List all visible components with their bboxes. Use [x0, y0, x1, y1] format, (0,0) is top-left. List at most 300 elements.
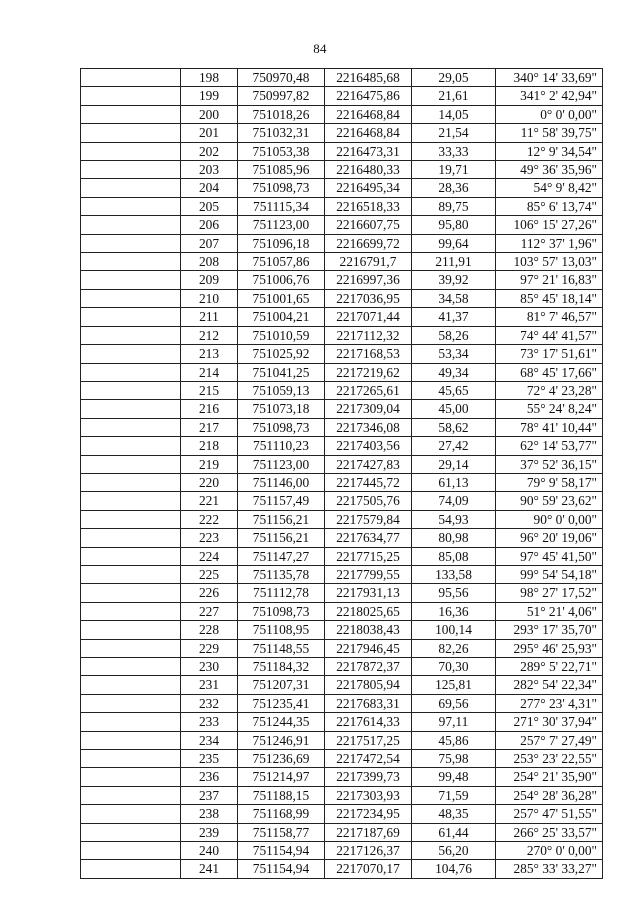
point-number-cell: 241 [181, 860, 238, 878]
blank-cell [81, 473, 181, 491]
direction-angle-cell: 85° 45' 18,14" [496, 289, 603, 307]
length-cell: 28,36 [412, 179, 496, 197]
length-cell: 45,65 [412, 381, 496, 399]
blank-cell [81, 492, 181, 510]
point-number-cell: 237 [181, 786, 238, 804]
direction-angle-cell: 98° 27' 17,52" [496, 584, 603, 602]
point-number-cell: 235 [181, 750, 238, 768]
y-coordinate-cell: 2217517,25 [325, 731, 412, 749]
table-row [81, 492, 603, 510]
point-number-cell: 232 [181, 694, 238, 712]
direction-angle-cell: 293° 17' 35,70" [496, 621, 603, 639]
y-coordinate-cell: 2216480,33 [325, 161, 412, 179]
x-coordinate-cell: 751154,94 [238, 842, 325, 860]
table-row [81, 547, 603, 565]
point-number-cell: 200 [181, 105, 238, 123]
direction-angle-cell: 277° 23' 4,31" [496, 694, 603, 712]
direction-angle-cell: 282° 54' 22,34" [496, 676, 603, 694]
point-number-cell: 220 [181, 473, 238, 491]
x-coordinate-cell: 751010,59 [238, 326, 325, 344]
point-number-cell: 216 [181, 400, 238, 418]
x-coordinate-cell: 751147,27 [238, 547, 325, 565]
x-coordinate-cell: 751123,00 [238, 455, 325, 473]
direction-angle-cell: 112° 37' 1,96" [496, 234, 603, 252]
direction-angle-cell: 266° 25' 33,57" [496, 823, 603, 841]
y-coordinate-cell: 2217634,77 [325, 529, 412, 547]
y-coordinate-cell: 2217168,53 [325, 345, 412, 363]
x-coordinate-cell: 751057,86 [238, 253, 325, 271]
point-number-cell: 202 [181, 142, 238, 160]
length-cell: 29,05 [412, 69, 496, 87]
length-cell: 58,26 [412, 326, 496, 344]
x-coordinate-cell: 751168,99 [238, 805, 325, 823]
x-coordinate-cell: 751148,55 [238, 639, 325, 657]
length-cell: 61,13 [412, 473, 496, 491]
direction-angle-cell: 253° 23' 22,55" [496, 750, 603, 768]
length-cell: 74,09 [412, 492, 496, 510]
point-number-cell: 218 [181, 437, 238, 455]
length-cell: 19,71 [412, 161, 496, 179]
length-cell: 41,37 [412, 308, 496, 326]
table-row [81, 142, 603, 160]
length-cell: 70,30 [412, 658, 496, 676]
direction-angle-cell: 73° 17' 51,61" [496, 345, 603, 363]
y-coordinate-cell: 2217683,31 [325, 694, 412, 712]
direction-angle-cell: 254° 28' 36,28" [496, 786, 603, 804]
y-coordinate-cell: 2217303,93 [325, 786, 412, 804]
y-coordinate-cell: 2217505,76 [325, 492, 412, 510]
y-coordinate-cell: 2217219,62 [325, 363, 412, 381]
y-coordinate-cell: 2216473,31 [325, 142, 412, 160]
length-cell: 69,56 [412, 694, 496, 712]
x-coordinate-cell: 750997,82 [238, 87, 325, 105]
x-coordinate-cell: 751207,31 [238, 676, 325, 694]
x-coordinate-cell: 751188,15 [238, 786, 325, 804]
blank-cell [81, 639, 181, 657]
length-cell: 56,20 [412, 842, 496, 860]
blank-cell [81, 786, 181, 804]
direction-angle-cell: 289° 5' 22,71" [496, 658, 603, 676]
x-coordinate-cell: 751244,35 [238, 713, 325, 731]
blank-cell [81, 823, 181, 841]
y-coordinate-cell: 2216518,33 [325, 197, 412, 215]
y-coordinate-cell: 2216468,84 [325, 124, 412, 142]
x-coordinate-cell: 751001,65 [238, 289, 325, 307]
y-coordinate-cell: 2216495,34 [325, 179, 412, 197]
table-row [81, 565, 603, 583]
y-coordinate-cell: 2217234,95 [325, 805, 412, 823]
direction-angle-cell: 85° 6' 13,74" [496, 197, 603, 215]
direction-angle-cell: 49° 36' 35,96" [496, 161, 603, 179]
point-number-cell: 215 [181, 381, 238, 399]
point-number-cell: 214 [181, 363, 238, 381]
length-cell: 133,58 [412, 565, 496, 583]
point-number-cell: 211 [181, 308, 238, 326]
blank-cell [81, 197, 181, 215]
y-coordinate-cell: 2217070,17 [325, 860, 412, 878]
blank-cell [81, 658, 181, 676]
blank-cell [81, 105, 181, 123]
y-coordinate-cell: 2216699,72 [325, 234, 412, 252]
x-coordinate-cell: 751157,49 [238, 492, 325, 510]
y-coordinate-cell: 2217187,69 [325, 823, 412, 841]
y-coordinate-cell: 2218038,43 [325, 621, 412, 639]
table-row [81, 455, 603, 473]
blank-cell [81, 381, 181, 399]
direction-angle-cell: 68° 45' 17,66" [496, 363, 603, 381]
x-coordinate-cell: 751004,21 [238, 308, 325, 326]
y-coordinate-cell: 2217036,95 [325, 289, 412, 307]
direction-angle-cell: 37° 52' 36,15" [496, 455, 603, 473]
y-coordinate-cell: 2216475,86 [325, 87, 412, 105]
y-coordinate-cell: 2216607,75 [325, 216, 412, 234]
point-number-cell: 212 [181, 326, 238, 344]
blank-cell [81, 805, 181, 823]
length-cell: 58,62 [412, 418, 496, 436]
point-number-cell: 198 [181, 69, 238, 87]
blank-cell [81, 124, 181, 142]
direction-angle-cell: 341° 2' 42,94" [496, 87, 603, 105]
table-row [81, 473, 603, 491]
point-number-cell: 240 [181, 842, 238, 860]
x-coordinate-cell: 751146,00 [238, 473, 325, 491]
y-coordinate-cell: 2217126,37 [325, 842, 412, 860]
blank-cell [81, 234, 181, 252]
table-row [81, 860, 603, 878]
y-coordinate-cell: 2216468,84 [325, 105, 412, 123]
point-number-cell: 204 [181, 179, 238, 197]
direction-angle-cell: 295° 46' 25,93" [496, 639, 603, 657]
y-coordinate-cell: 2217931,13 [325, 584, 412, 602]
blank-cell [81, 326, 181, 344]
blank-cell [81, 363, 181, 381]
direction-angle-cell: 78° 41' 10,44" [496, 418, 603, 436]
direction-angle-cell: 54° 9' 8,42" [496, 179, 603, 197]
length-cell: 16,36 [412, 602, 496, 620]
point-number-cell: 221 [181, 492, 238, 510]
x-coordinate-cell: 751214,97 [238, 768, 325, 786]
point-number-cell: 199 [181, 87, 238, 105]
direction-angle-cell: 97° 45' 41,50" [496, 547, 603, 565]
point-number-cell: 217 [181, 418, 238, 436]
table-row [81, 750, 603, 768]
table-row [81, 308, 603, 326]
point-number-cell: 226 [181, 584, 238, 602]
point-number-cell: 236 [181, 768, 238, 786]
length-cell: 95,56 [412, 584, 496, 602]
y-coordinate-cell: 2217946,45 [325, 639, 412, 657]
blank-cell [81, 179, 181, 197]
point-number-cell: 210 [181, 289, 238, 307]
direction-angle-cell: 271° 30' 37,94" [496, 713, 603, 731]
blank-cell [81, 510, 181, 528]
blank-cell [81, 713, 181, 731]
direction-angle-cell: 99° 54' 54,18" [496, 565, 603, 583]
direction-angle-cell: 270° 0' 0,00" [496, 842, 603, 860]
blank-cell [81, 768, 181, 786]
point-number-cell: 233 [181, 713, 238, 731]
x-coordinate-cell: 751098,73 [238, 179, 325, 197]
table-row [81, 381, 603, 399]
length-cell: 104,76 [412, 860, 496, 878]
direction-angle-cell: 11° 58' 39,75" [496, 124, 603, 142]
x-coordinate-cell: 751235,41 [238, 694, 325, 712]
y-coordinate-cell: 2217399,73 [325, 768, 412, 786]
x-coordinate-cell: 751098,73 [238, 418, 325, 436]
length-cell: 85,08 [412, 547, 496, 565]
x-coordinate-cell: 751135,78 [238, 565, 325, 583]
blank-cell [81, 142, 181, 160]
x-coordinate-cell: 751236,69 [238, 750, 325, 768]
table-row [81, 786, 603, 804]
table-row [81, 418, 603, 436]
y-coordinate-cell: 2216791,7 [325, 253, 412, 271]
length-cell: 49,34 [412, 363, 496, 381]
table-row [81, 584, 603, 602]
point-number-cell: 205 [181, 197, 238, 215]
blank-cell [81, 455, 181, 473]
y-coordinate-cell: 2217403,56 [325, 437, 412, 455]
table-row [81, 768, 603, 786]
x-coordinate-cell: 751018,26 [238, 105, 325, 123]
y-coordinate-cell: 2217715,25 [325, 547, 412, 565]
table-row [81, 289, 603, 307]
table-row [81, 529, 603, 547]
direction-angle-cell: 285° 33' 33,27" [496, 860, 603, 878]
direction-angle-cell: 55° 24' 8,24" [496, 400, 603, 418]
length-cell: 48,35 [412, 805, 496, 823]
blank-cell [81, 253, 181, 271]
x-coordinate-cell: 751156,21 [238, 510, 325, 528]
x-coordinate-cell: 751246,91 [238, 731, 325, 749]
table-row [81, 161, 603, 179]
page-number: 84 [313, 41, 327, 56]
blank-cell [81, 676, 181, 694]
length-cell: 34,58 [412, 289, 496, 307]
blank-cell [81, 731, 181, 749]
blank-cell [81, 418, 181, 436]
table-row [81, 105, 603, 123]
direction-angle-cell: 90° 0' 0,00" [496, 510, 603, 528]
table-row [81, 713, 603, 731]
y-coordinate-cell: 2217805,94 [325, 676, 412, 694]
length-cell: 21,61 [412, 87, 496, 105]
blank-cell [81, 584, 181, 602]
blank-cell [81, 289, 181, 307]
blank-cell [81, 750, 181, 768]
blank-cell [81, 602, 181, 620]
blank-cell [81, 87, 181, 105]
table-row [81, 639, 603, 657]
length-cell: 54,93 [412, 510, 496, 528]
blank-cell [81, 842, 181, 860]
direction-angle-cell: 103° 57' 13,03" [496, 253, 603, 271]
direction-angle-cell: 90° 59' 23,62" [496, 492, 603, 510]
length-cell: 45,86 [412, 731, 496, 749]
table-row [81, 87, 603, 105]
table-row [81, 124, 603, 142]
x-coordinate-cell: 751123,00 [238, 216, 325, 234]
direction-angle-cell: 79° 9' 58,17" [496, 473, 603, 491]
table-row [81, 602, 603, 620]
length-cell: 75,98 [412, 750, 496, 768]
point-number-cell: 239 [181, 823, 238, 841]
direction-angle-cell: 74° 44' 41,57" [496, 326, 603, 344]
blank-cell [81, 547, 181, 565]
point-number-cell: 219 [181, 455, 238, 473]
length-cell: 27,42 [412, 437, 496, 455]
y-coordinate-cell: 2217112,32 [325, 326, 412, 344]
point-number-cell: 209 [181, 271, 238, 289]
point-number-cell: 222 [181, 510, 238, 528]
table-row [81, 345, 603, 363]
table-row [81, 271, 603, 289]
blank-cell [81, 308, 181, 326]
table-row [81, 694, 603, 712]
direction-angle-cell: 97° 21' 16,83" [496, 271, 603, 289]
direction-angle-cell: 12° 9' 34,54" [496, 142, 603, 160]
blank-cell [81, 271, 181, 289]
point-number-cell: 201 [181, 124, 238, 142]
table-row [81, 197, 603, 215]
y-coordinate-cell: 2217614,33 [325, 713, 412, 731]
point-number-cell: 231 [181, 676, 238, 694]
length-cell: 99,48 [412, 768, 496, 786]
point-number-cell: 238 [181, 805, 238, 823]
x-coordinate-cell: 751112,78 [238, 584, 325, 602]
direction-angle-cell: 340° 14' 33,69" [496, 69, 603, 87]
y-coordinate-cell: 2217309,04 [325, 400, 412, 418]
blank-cell [81, 565, 181, 583]
x-coordinate-cell: 751059,13 [238, 381, 325, 399]
blank-cell [81, 400, 181, 418]
blank-cell [81, 216, 181, 234]
blank-cell [81, 529, 181, 547]
x-coordinate-cell: 751096,18 [238, 234, 325, 252]
y-coordinate-cell: 2216485,68 [325, 69, 412, 87]
blank-cell [81, 437, 181, 455]
point-number-cell: 213 [181, 345, 238, 363]
table-row [81, 510, 603, 528]
length-cell: 61,44 [412, 823, 496, 841]
x-coordinate-cell: 751115,34 [238, 197, 325, 215]
length-cell: 45,00 [412, 400, 496, 418]
x-coordinate-cell: 751073,18 [238, 400, 325, 418]
table-row [81, 621, 603, 639]
y-coordinate-cell: 2217472,54 [325, 750, 412, 768]
direction-angle-cell: 106° 15' 27,26" [496, 216, 603, 234]
table-row [81, 676, 603, 694]
direction-angle-cell: 51° 21' 4,06" [496, 602, 603, 620]
direction-angle-cell: 0° 0' 0,00" [496, 105, 603, 123]
x-coordinate-cell: 751041,25 [238, 363, 325, 381]
x-coordinate-cell: 751154,94 [238, 860, 325, 878]
x-coordinate-cell: 751184,32 [238, 658, 325, 676]
length-cell: 29,14 [412, 455, 496, 473]
table-row [81, 363, 603, 381]
y-coordinate-cell: 2217427,83 [325, 455, 412, 473]
blank-cell [81, 69, 181, 87]
point-number-cell: 234 [181, 731, 238, 749]
length-cell: 14,05 [412, 105, 496, 123]
x-coordinate-cell: 751110,23 [238, 437, 325, 455]
length-cell: 21,54 [412, 124, 496, 142]
length-cell: 211,91 [412, 253, 496, 271]
length-cell: 97,11 [412, 713, 496, 731]
point-number-cell: 224 [181, 547, 238, 565]
y-coordinate-cell: 2216997,36 [325, 271, 412, 289]
length-cell: 39,92 [412, 271, 496, 289]
length-cell: 71,59 [412, 786, 496, 804]
blank-cell [81, 345, 181, 363]
table-row [81, 805, 603, 823]
y-coordinate-cell: 2217799,55 [325, 565, 412, 583]
length-cell: 125,81 [412, 676, 496, 694]
table-row [81, 400, 603, 418]
x-coordinate-cell: 751053,38 [238, 142, 325, 160]
x-coordinate-cell: 751158,77 [238, 823, 325, 841]
x-coordinate-cell: 751108,95 [238, 621, 325, 639]
blank-cell [81, 621, 181, 639]
length-cell: 82,26 [412, 639, 496, 657]
y-coordinate-cell: 2217872,37 [325, 658, 412, 676]
table-row [81, 234, 603, 252]
length-cell: 89,75 [412, 197, 496, 215]
direction-angle-cell: 72° 4' 23,28" [496, 381, 603, 399]
table-row [81, 658, 603, 676]
length-cell: 53,34 [412, 345, 496, 363]
blank-cell [81, 161, 181, 179]
point-number-cell: 227 [181, 602, 238, 620]
blank-cell [81, 694, 181, 712]
point-number-cell: 228 [181, 621, 238, 639]
point-number-cell: 229 [181, 639, 238, 657]
table-row [81, 69, 603, 87]
x-coordinate-cell: 751025,92 [238, 345, 325, 363]
x-coordinate-cell: 751006,76 [238, 271, 325, 289]
y-coordinate-cell: 2217445,72 [325, 473, 412, 491]
y-coordinate-cell: 2217579,84 [325, 510, 412, 528]
coordinates-table [80, 68, 603, 879]
direction-angle-cell: 257° 7' 27,49" [496, 731, 603, 749]
table-row [81, 253, 603, 271]
length-cell: 33,33 [412, 142, 496, 160]
direction-angle-cell: 81° 7' 46,57" [496, 308, 603, 326]
direction-angle-cell: 254° 21' 35,90" [496, 768, 603, 786]
x-coordinate-cell: 751032,31 [238, 124, 325, 142]
point-number-cell: 207 [181, 234, 238, 252]
table-row [81, 437, 603, 455]
direction-angle-cell: 62° 14' 53,77" [496, 437, 603, 455]
x-coordinate-cell: 750970,48 [238, 69, 325, 87]
table-row [81, 842, 603, 860]
x-coordinate-cell: 751156,21 [238, 529, 325, 547]
blank-cell [81, 860, 181, 878]
y-coordinate-cell: 2217071,44 [325, 308, 412, 326]
direction-angle-cell: 96° 20' 19,06" [496, 529, 603, 547]
x-coordinate-cell: 751098,73 [238, 602, 325, 620]
table-row [81, 823, 603, 841]
direction-angle-cell: 257° 47' 51,55" [496, 805, 603, 823]
coordinates-table-body [81, 69, 603, 879]
length-cell: 95,80 [412, 216, 496, 234]
point-number-cell: 208 [181, 253, 238, 271]
length-cell: 99,64 [412, 234, 496, 252]
y-coordinate-cell: 2218025,65 [325, 602, 412, 620]
length-cell: 100,14 [412, 621, 496, 639]
x-coordinate-cell: 751085,96 [238, 161, 325, 179]
table-row [81, 179, 603, 197]
